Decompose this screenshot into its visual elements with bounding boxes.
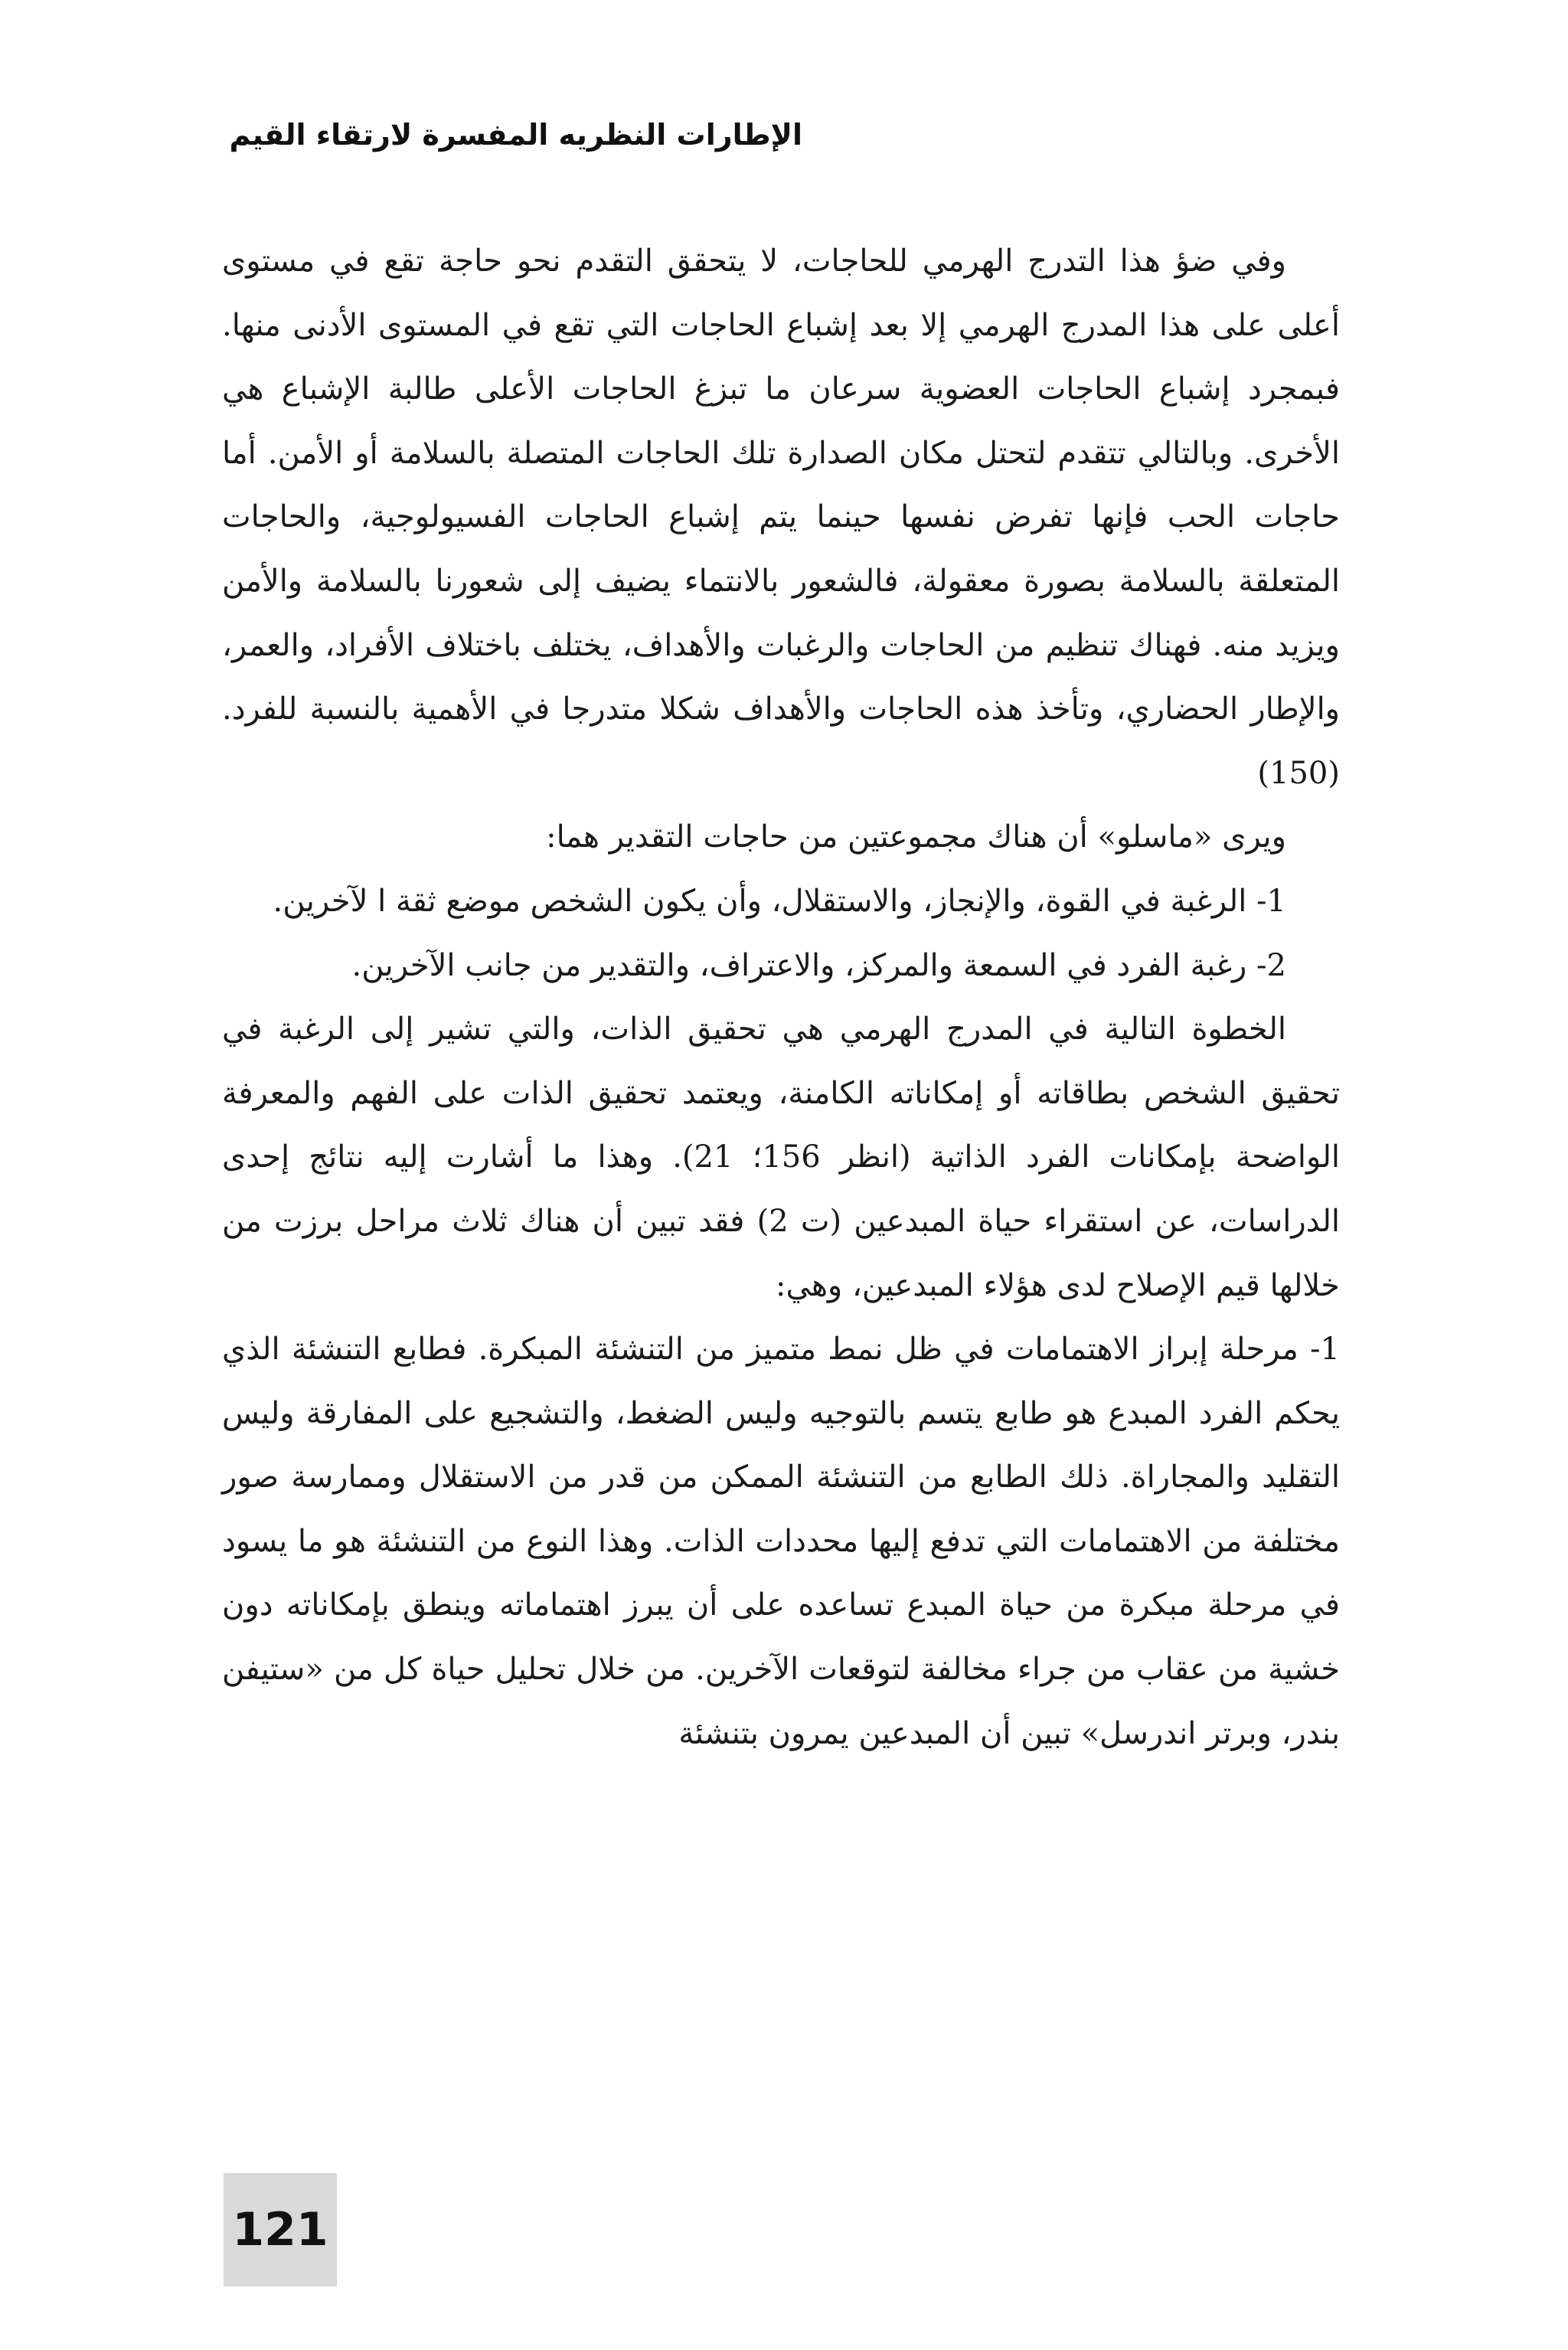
list-item-1: 1- الرغبة في القوة، والإنجاز، والاستقلال، وأن يكون الشخص موضع ثقة ا لآخرين. — [273, 883, 1286, 919]
paragraph-1: وفي ضؤ هذا التدرج الهرمي للحاجات، لا يتحقق التقدم نحو حاجة تقع في مستوى أعلى على هذا المدرج الهرمي إلا بعد إشباع الحاجات التي تقع في المستوى الأدنى منها. فبمجرد إشباع الحاجات العضوية سرعان ما تبزغ الحاجات الأعلى طالبة الإشباع هي الأخرى. وبالتالي تتقدم لتحتل مكان الصدارة تلك الحاجات المتصلة بالسلامة أو الأمن. أما حاجات الحب فإنها تفرض نفسها حينما يتم إشباع الحاجات الفسيولوجية، والحاجات المتعلقة بالسلامة بصورة معقولة، فالشعور بالانتماء يضيف إلى شعورنا بالسلامة والأمن ويزيد منه. فهناك تنظيم من الحاجات والرغبات والأهداف، يختلف باختلاف الأفراد، والعمر، والإطار الحضاري، وتأخذ هذه الحاجات والأهداف شكلا متدرجا في الأهمية بالنسبة للفرد. (150) — [222, 243, 1340, 791]
paragraph-3: الخطوة التالية في المدرج الهرمي هي تحقيق الذات، والتي تشير إلى الرغبة في تحقيق الشخص بطاقاته أو إمكاناته الكامنة، ويعتمد تحقيق الذات على الفهم والمعرفة الواضحة بإمكانات الفرد الذاتية (انظر 156؛ 21). وهذا ما أشارت إليه نتائج إحدى الدراسات، عن استقراء حياة المبدعين (ت 2) فقد تبين أن هناك ثلاث مراحل برزت من خلالها قيم الإصلاح لدى هؤلاء المبدعين، وهي: — [222, 1012, 1341, 1303]
running-header: الإطارات النظريه المفسرة لارتقاء القيم — [229, 118, 802, 152]
page-number-box — [224, 2173, 337, 2286]
page-margin — [0, 0, 219, 2350]
page-number: 121 — [232, 2203, 328, 2257]
list-item-2: 2- رغبة الفرد في السمعة والمركز، والاعتراف، والتقدير من جانب الآخرين. — [351, 947, 1286, 983]
paragraph-2: ويرى «ماسلو» أن هناك مجموعتين من حاجات التقدير هما: — [546, 819, 1286, 855]
body-text — [222, 230, 1340, 1766]
paragraph-4: 1- مرحلة إبراز الاهتمامات في ظل نمط متميز من التنشئة المبكرة. فطابع التنشئة الذي يحكم الفرد المبدع هو طابع يتسم بالتوجيه وليس الضغط، والتشجيع على المفارقة وليس التقليد والمجاراة. ذلك الطابع من التنشئة الممكن من قدر من الاستقلال وممارسة صور مختلفة من الاهتمامات التي تدفع إليها محددات الذات. وهذا النوع من التنشئة هو ما يسود في مرحلة مبكرة من حياة المبدع تساعده على أن يبرز اهتماماته وينطق بإمكاناته دون خشية من عقاب من جراء مخالفة لتوقعات الآخرين. من خلال تحليل حياة كل من «ستيفن بندر، وبرتر اندرسل» تبين أن المبدعين يمرون بتنشئة — [222, 1332, 1341, 1751]
